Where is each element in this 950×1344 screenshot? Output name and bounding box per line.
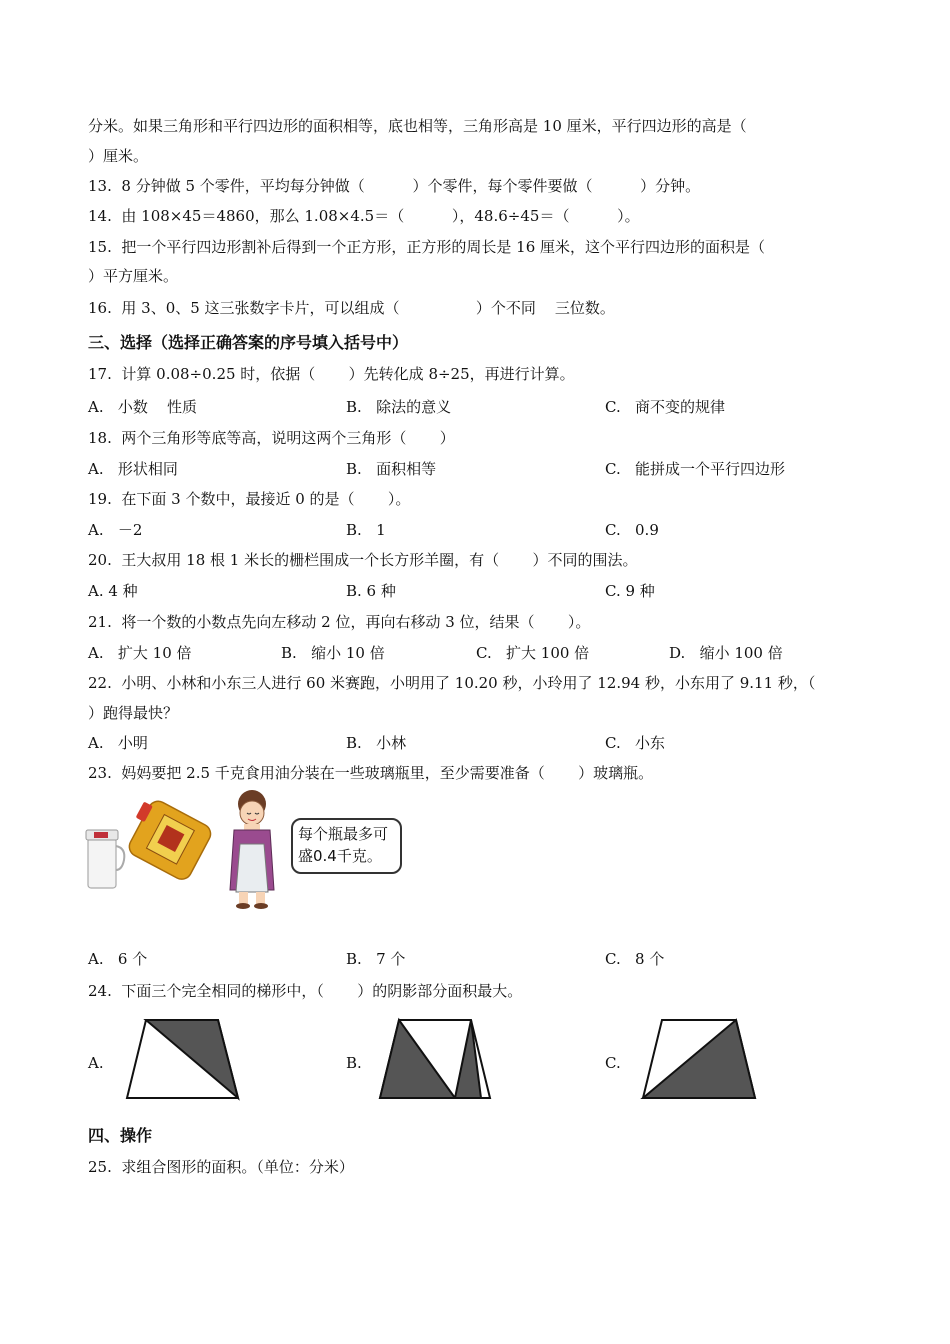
q20-option-c: C. 9 种 — [605, 582, 655, 600]
q12-text-line1: 分米。如果三角形和平行四边形的面积相等，底也相等，三角形高是 10 厘米，平行四边形的高是（ — [88, 117, 747, 135]
q23-text: 23. 妈妈要把 2.5 千克食用油分装在一些玻璃瓶里，至少需要准备（ ）玻璃瓶。 — [88, 764, 654, 782]
q23-option-b: B. 7 个 — [346, 950, 406, 968]
speech-bubble-line1: 每个瓶最多可 — [298, 825, 389, 843]
q12-text-line2: ）厘米。 — [88, 147, 149, 165]
q21-option-c: C. 扩大 100 倍 — [476, 644, 590, 662]
q19-text: 19. 在下面 3 个数中，最接近 0 的是（ ）。 — [88, 490, 411, 508]
q22-text-line2: ）跑得最快？ — [88, 704, 179, 722]
q24-trapezoid-c — [638, 1016, 762, 1102]
q18-option-c: C. 能拼成一个平行四边形 — [605, 460, 786, 478]
q17-text: 17. 计算 0.08÷0.25 时，依据（ ）先转化成 8÷25，再进行计算。 — [88, 365, 575, 383]
q18-text: 18. 两个三角形等底等高，说明这两个三角形（ ） — [88, 429, 455, 447]
section-4-title: 四、操作 — [88, 1126, 153, 1145]
q22-text-line1: 22. 小明、小林和小东三人进行 60 米赛跑，小明用了 10.20 秒，小玲用了 12.94 秒，小东用了 9.11 秒，（ — [88, 674, 816, 692]
q19-option-b: B. 1 — [346, 521, 386, 539]
q24-option-c-label: C. — [605, 1054, 621, 1072]
section-3-title: 三、选择（选择正确答案的序号填入括号中） — [88, 333, 409, 352]
q24-option-a-label: A. — [88, 1054, 104, 1072]
q20-text: 20. 王大叔用 18 根 1 米长的栅栏围成一个长方形羊圈，有（ ）不同的围法。 — [88, 551, 638, 569]
q24-trapezoid-a — [120, 1016, 245, 1102]
q23-option-a: A. 6 个 — [88, 950, 148, 968]
q17-option-c: C. 商不变的规律 — [605, 398, 726, 416]
q18-option-b: B. 面积相等 — [346, 460, 437, 478]
q23-illustration — [80, 786, 295, 912]
speech-bubble — [291, 818, 402, 874]
q25-text: 25. 求组合图形的面积。（单位：分米） — [88, 1158, 354, 1176]
mother-figure-icon — [230, 790, 274, 909]
q24-trapezoid-b — [375, 1016, 497, 1102]
q17-option-b: B. 除法的意义 — [346, 398, 452, 416]
q21-option-d: D. 缩小 100 倍 — [669, 644, 783, 662]
q22-option-a: A. 小明 — [88, 734, 148, 752]
q21-text: 21. 将一个数的小数点先向左移动 2 位，再向右移动 3 位，结果（ ）。 — [88, 613, 591, 631]
q22-option-c: C. 小东 — [605, 734, 666, 752]
q21-option-a: A. 扩大 10 倍 — [88, 644, 192, 662]
q13-text: 13. 8 分钟做 5 个零件，平均每分钟做（ ）个零件，每个零件要做（ ）分钟。 — [88, 177, 701, 195]
q23-option-c: C. 8 个 — [605, 950, 665, 968]
q21-option-b: B. 缩小 10 倍 — [281, 644, 385, 662]
q18-option-a: A. 形状相同 — [88, 460, 178, 478]
q15-text-line1: 15. 把一个平行四边形割补后得到一个正方形，正方形的周长是 16 厘米，这个平行四边形的面积是（ — [88, 238, 766, 256]
q19-option-c: C. 0.9 — [605, 521, 659, 539]
q24-option-b-label: B. — [346, 1054, 362, 1072]
oil-bottle-icon — [120, 794, 214, 882]
q19-option-a: A. －2 — [88, 521, 143, 539]
q22-option-b: B. 小林 — [346, 734, 407, 752]
q14-text: 14. 由 108×45＝4860，那么 1.08×4.5＝（ ），48.6÷45＝（ ）。 — [88, 207, 640, 225]
q15-text-line2: ）平方厘米。 — [88, 267, 179, 285]
q17-option-a: A. 小数 性质 — [88, 398, 197, 416]
q20-option-b: B. 6 种 — [346, 582, 396, 600]
speech-bubble-line2: 盛0.4千克。 — [298, 847, 382, 865]
q24-text: 24. 下面三个完全相同的梯形中，（ ）的阴影部分面积最大。 — [88, 982, 523, 1000]
q20-option-a: A. 4 种 — [88, 582, 138, 600]
q16-text: 16. 用 3、0、5 这三张数字卡片，可以组成（ ）个不同 三位数。 — [88, 299, 615, 317]
glass-jar-icon — [86, 830, 124, 888]
